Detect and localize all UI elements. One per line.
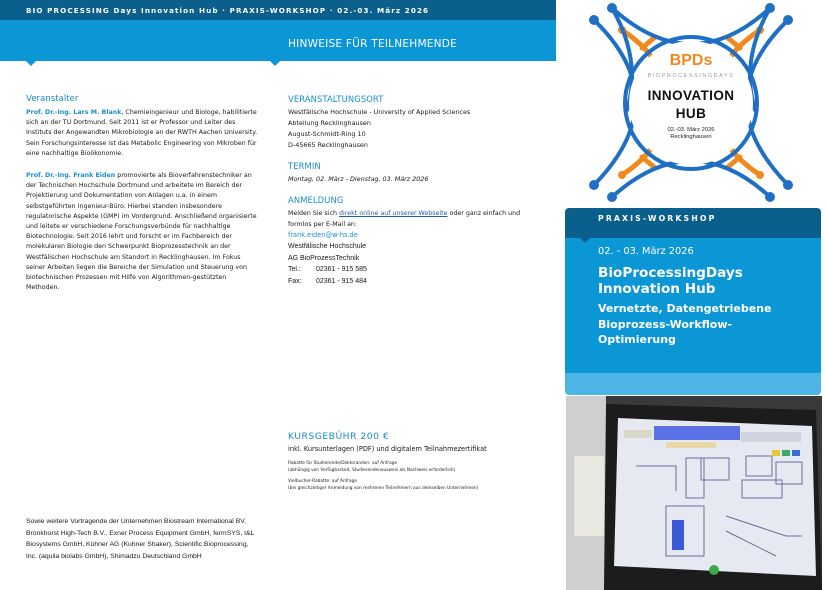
info-section [288, 94, 528, 297]
fee-section [288, 431, 548, 492]
cover-date: 02. - 03. März 2026 [598, 246, 694, 257]
venue-line: D-45665 Recklinghausen [288, 141, 368, 149]
logo-brand: BPDs [669, 52, 713, 69]
org-line: Westfälische Hochschule [288, 243, 367, 250]
organizer-name: Prof. Dr.-Ing. Frank Eiden [26, 172, 116, 180]
logo-place: Recklinghausen [670, 134, 712, 140]
fax-line [288, 276, 528, 288]
cover-notch [580, 238, 590, 243]
cover-strip [565, 373, 821, 395]
organizer-bio-text: , Chemieingenieur und Biologe, habilitierte sich an der TU Dortmund. Seit 2011 ist er Professor und Leiter des Instituts der Angewandten Mikrobiologie an der RWTH Aachen University. Sein Forschungsinteresse ist das Metabolic Engineering von Mikroben für eine nachhaltige Bioökonomie. [26, 109, 258, 157]
discount-bulk [288, 478, 548, 492]
phone-line [288, 264, 528, 276]
bpds-logo [582, 0, 800, 205]
registration-intro-text: Melden Sie sich [288, 210, 340, 217]
logo-title-line1: INNOVATION [647, 88, 735, 103]
venue-heading: VERANSTALTUNGSORT [288, 94, 384, 104]
speakers-note: Sowie weitere Vortragende der Unternehmen Biostream International BV, Bronkhorst High-Tech B.V., Exner Process Equipment GmbH, fermSYS, I&L Biosystems GmbH, Kühner AG (Kuhner Shaker), Scientific Bioprocessing, Inc. (aquila biolabs GmbH), Shimadzu Deutschland GmbH [26, 518, 255, 560]
cover-subtitle-line3: Optimierung [598, 333, 676, 346]
organizer-bio-text: promovierte als Bioverfahrenstechniker an der Technischen Hochschule Dortmund und arbeitete im Bereich der Projektierung und Dokumentation von Anlagen u.a. in einem selbstgeführten Ingenieur-Büro. Hierbei standen insbesondere regulatorische Aspekte (GMP) im Vordergrund. Anschließend organisierte und leitete er verschiedene Forschungsverbünde für nachhaltige Biotechnologie. Seit 2016 lehrt und forscht er im Fachbereich der molekularen Biologie den Schwerpunkt Bioprozesstechnik an der Westfälischen Hochschule am Standort in Recklinghausen. Im Fokus seiner Arbeiten liegen die Bereiche der Simulation und Steuerung von biotechnischen Prozessen mit Hilfe von Algorithmen-gestützten Methoden. [26, 172, 257, 292]
phone-label: Tel.: [288, 266, 301, 273]
cover-header [565, 208, 821, 238]
organizer-bio [26, 108, 258, 159]
dates-text: Montag, 02. März - Dienstag, 03. März 2026 [288, 175, 429, 183]
notch-mid [270, 61, 280, 66]
cover-label: PRAXIS-WORKSHOP [598, 214, 717, 223]
registration-email-link[interactable]: frank.eiden@w-hs.de [288, 231, 358, 239]
venue-line: August-Schmidt-Ring 10 [288, 130, 366, 138]
logo-brand-sub: BIOPROCESSINGDAYS [647, 73, 735, 79]
section-band [0, 20, 556, 61]
phone-number: 02361 - 915 585 [315, 266, 367, 273]
registration-block [288, 195, 528, 287]
fee-heading: KURSGEBÜHR 200 € [288, 431, 390, 442]
cover-title-line2: Innovation Hub [598, 281, 716, 297]
registration-intro [288, 208, 528, 230]
organizers-heading: Veranstalter [26, 94, 79, 104]
cover-title-line1: BioProcessingDays [598, 265, 743, 281]
org-line: AG BioProzessTechnik [288, 254, 360, 262]
notch-left [26, 61, 36, 66]
fee-includes: inkl. Kursunterlagen (PDF) und digitalem Teilnahmezertifikat [288, 445, 487, 453]
discount-bulk-text: Vielbucher-Rabatte: auf Anfrage [288, 479, 357, 484]
dates-heading: TERMIN [288, 161, 321, 171]
cover-box [565, 208, 821, 395]
dates-block [288, 161, 528, 185]
logo-title-line2: HUB [675, 106, 707, 121]
discount-students-text: Rabatte für Studierende/Doktoranden: auf Anfrage [288, 461, 398, 466]
organizer-name: Prof. Dr.-Ing. Lars M. Blank [26, 109, 122, 116]
cover-subtitle-line1: Vernetzte, Datengetriebene [598, 302, 772, 315]
discount-students [288, 460, 548, 474]
discount-bulk-note: (bei gleichzeitiger Anmeldung von mehreren Teilnehmern aus demselben Unternehmen) [288, 486, 479, 491]
topbar-text: BIO PROCESSING Days Innovation Hub · PRAXIS-WORKSHOP · 02.-03. März 2026 [26, 6, 430, 15]
discount-students-note: (abhängig von Verfügbarkeit, Studierendenausweis als Nachweis erforderlich) [288, 468, 456, 473]
header-topbar [0, 0, 556, 20]
fax-label: Fax: [288, 277, 302, 285]
cover-subtitle-line2: Bioprozess-Workflow- [598, 317, 733, 331]
logo-date: 02.-03. März 2026 [667, 127, 715, 133]
registration-intro-text: oder ganz einfach und formlos per E-Mail an: [288, 210, 521, 228]
cover-subtitle [598, 301, 821, 348]
registration-heading: ANMELDUNG [288, 195, 344, 205]
monitor-image-icon [566, 396, 822, 590]
cover-body [565, 238, 821, 373]
section-title: HINWEISE FÜR TEILNEHMENDE [288, 38, 458, 50]
monitor-photo [566, 396, 822, 590]
organizers-section [26, 94, 258, 293]
venue-line: Abteilung Recklinghausen [288, 119, 371, 127]
organizer-bio [26, 171, 258, 293]
venue-block [288, 94, 528, 151]
registration-website-link[interactable]: direkt online auf unserer Webseite [339, 210, 448, 217]
fax-number: 02361 - 915 484 [315, 277, 367, 285]
venue-line: Westfälische Hochschule - University of Applied Sciences [288, 108, 471, 116]
